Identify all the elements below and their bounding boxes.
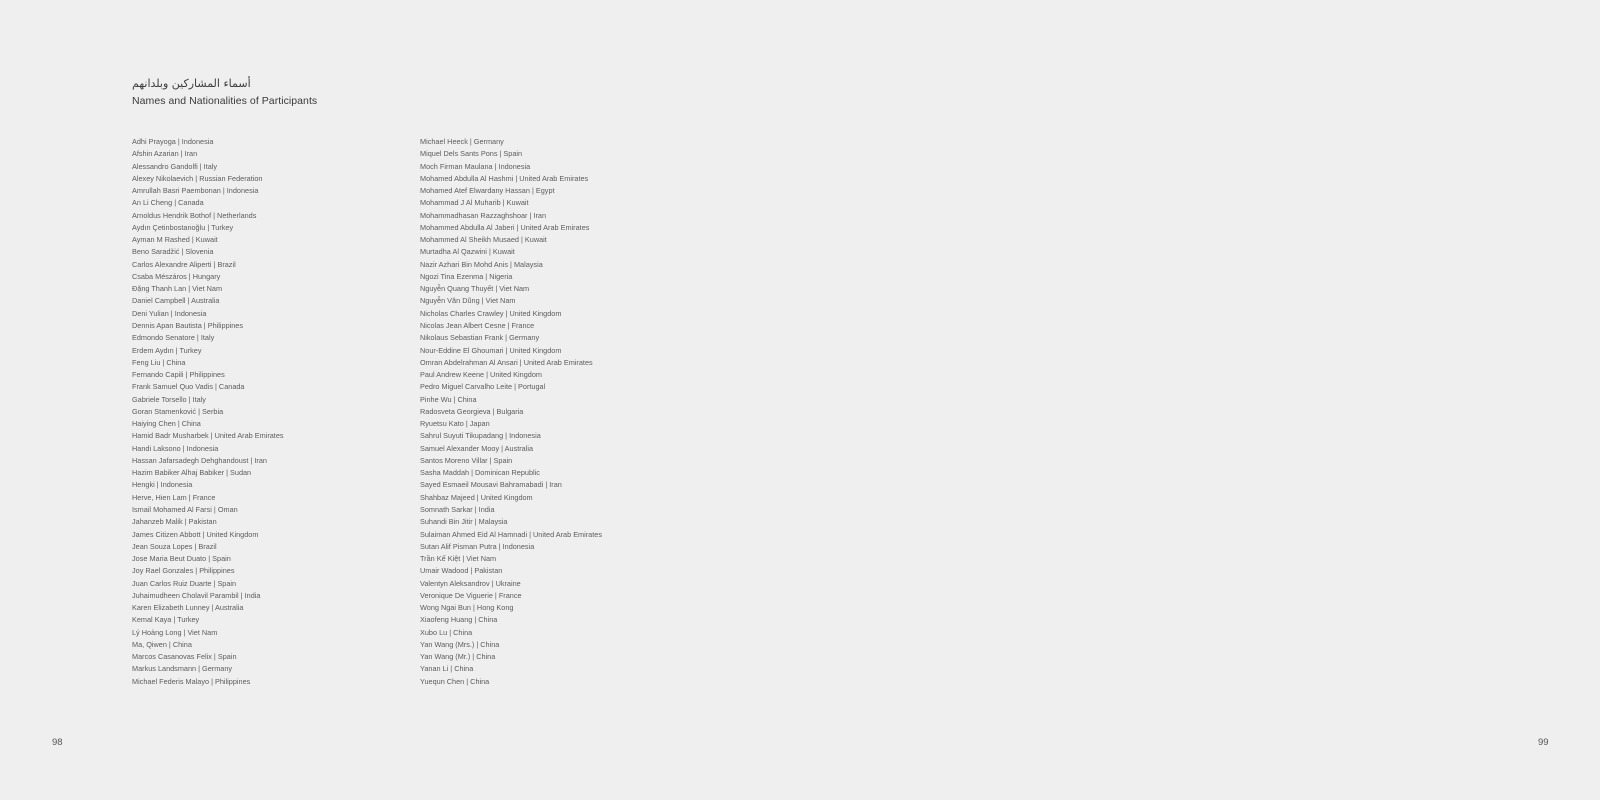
page-title-arabic: أسماء المشاركين وبلدانهم — [132, 77, 251, 90]
participant-entry: Ma, Qiwen | China — [132, 639, 192, 649]
participant-entry: Shahbaz Majeed | United Kingdom — [420, 492, 533, 502]
participant-entry: Aydın Çetinbostanoğlu | Turkey — [132, 222, 234, 232]
participant-entry: Moch Firman Maulana | Indonesia — [420, 161, 531, 171]
participant-entry: Sayed Esmaeil Mousavi Bahramabadi | Iran — [420, 480, 562, 490]
participant-entry: Xiaofeng Huang | China — [420, 615, 498, 625]
participant-entry: Yanan Li | China — [420, 664, 474, 674]
participant-entry: Đặng Thanh Lan | Viet Nam — [132, 284, 223, 294]
participant-entry: Sahrul Suyuti Tikupadang | Indonesia — [420, 431, 541, 441]
participants-list-right — [420, 136, 602, 688]
participants-list-left — [132, 136, 284, 688]
participant-entry: Karen Elizabeth Lunney | Australia — [132, 603, 244, 613]
participant-entry: Nicholas Charles Crawley | United Kingdom — [420, 308, 562, 318]
participant-entry: Daniel Campbell | Australia — [132, 296, 220, 306]
participant-entry: Dennis Apan Bautista | Philippines — [132, 320, 244, 330]
participant-entry: Afshin Azarian | Iran — [132, 149, 198, 159]
page-title: Names and Nationalities of Participants — [132, 95, 318, 107]
participant-entry: James Citizen Abbott | United Kingdom — [132, 529, 259, 539]
participant-entry: Ayman M Rashed | Kuwait — [132, 235, 218, 245]
participant-entry: Ismail Mohamed Al Farsi | Oman — [132, 504, 238, 514]
participant-entry: Pedro Miguel Carvalho Leite | Portugal — [420, 382, 546, 392]
participant-entry: Radosveta Georgieva | Bulgaria — [420, 406, 524, 416]
participant-entry: Hengki | Indonesia — [132, 480, 193, 490]
participant-entry: Gabriele Torsello | Italy — [132, 394, 206, 404]
participant-entry: Csaba Mészáros | Hungary — [132, 271, 221, 281]
participant-entry: Herve, Hien Lam | France — [132, 492, 216, 502]
participant-entry: Yuequn Chen | China — [420, 676, 490, 686]
participant-entry: Hassan Jafarsadegh Dehghandoust | Iran — [132, 455, 267, 465]
participant-entry: Amrullah Basri Paembonan | Indonesia — [132, 186, 259, 196]
participant-entry: Michael Heeck | Germany — [420, 137, 504, 146]
participant-entry: Veronique De Viguerie | France — [420, 590, 522, 600]
participant-entry: Alessandro Gandolfi | Italy — [132, 161, 218, 171]
participant-entry: Yan Wang (Mr.) | China — [420, 652, 496, 662]
participant-entry: Nguyễn Quang Thuyết | Viet Nam — [420, 284, 530, 294]
participant-entry: Mohamed Atef Elwardany Hassan | Egypt — [420, 186, 555, 196]
participant-entry: Omran Abdelrahman Al Ansari | United Arab Emirates — [420, 357, 593, 367]
participant-entry: Trần Kế Kiệt | Viet Nam — [420, 554, 497, 564]
participant-entry: Marcos Casanovas Felix | Spain — [132, 652, 237, 662]
participant-entry: An Li Cheng | Canada — [132, 198, 204, 208]
participant-entry: Jahanzeb Malik | Pakistan — [132, 517, 217, 527]
participant-entry: Lý Hoàng Long | Viet Nam — [132, 627, 218, 637]
participant-entry: Miquel Dels Sants Pons | Spain — [420, 149, 523, 159]
participant-entry: Adhi Prayoga | Indonesia — [132, 137, 214, 146]
participant-entry: Fernando Capili | Philippines — [132, 370, 225, 380]
participant-entry: Joy Rael Gonzales | Philippines — [132, 566, 235, 576]
participant-entry: Yan Wang (Mrs.) | China — [420, 639, 500, 649]
participant-entry: Suhandi Bin Jitir | Malaysia — [420, 517, 508, 527]
participant-entry: Mohammadhasan Razzaghshoar | Iran — [420, 210, 547, 220]
participant-entry: Hazim Babiker Alhaj Babiker | Sudan — [132, 468, 252, 478]
participant-entry: Somnath Sarkar | India — [420, 504, 495, 514]
participant-entry: Paul Andrew Keene | United Kingdom — [420, 370, 542, 380]
participant-entry: Feng Liu | China — [132, 357, 186, 367]
participant-entry: Haiying Chen | China — [132, 419, 201, 429]
participant-entry: Nikolaus Sebastian Frank | Germany — [420, 333, 540, 343]
participant-entry: Juan Carlos Ruiz Duarte | Spain — [132, 578, 237, 588]
participant-entry: Handi Laksono | Indonesia — [132, 443, 219, 453]
participant-entry: Goran Stamenković | Serbia — [132, 406, 224, 416]
participant-entry: Nour-Eddine El Ghoumari | United Kingdom — [420, 345, 562, 355]
participant-entry: Arnoldus Hendrik Bothof | Netherlands — [132, 210, 257, 220]
participant-entry: Umair Wadood | Pakistan — [420, 566, 503, 576]
participant-entry: Sasha Maddah | Dominican Republic — [420, 468, 540, 478]
participant-entry: Sulaiman Ahmed Eid Al Hamnadi | United Arab Emirates — [420, 529, 602, 539]
participant-entry: Ryuetsu Kato | Japan — [420, 419, 490, 429]
participant-entry: Kemal Kaya | Turkey — [132, 615, 200, 625]
participant-entry: Mohamed Abdulla Al Hashmi | United Arab Emirates — [420, 173, 589, 183]
participant-entry: Jose Maria Beut Duato | Spain — [132, 554, 231, 564]
participant-entry: Alexey Nikolaevich | Russian Federation — [132, 173, 263, 183]
participant-entry: Michael Federis Malayo | Philippines — [132, 676, 251, 686]
participant-entry: Frank Samuel Quo Vadis | Canada — [132, 382, 245, 392]
participant-entry: Samuel Alexander Mooy | Australia — [420, 443, 534, 453]
participant-entry: Jean Souza Lopes | Brazil — [132, 541, 217, 551]
participant-entry: Sutan Alif Pisman Putra | Indonesia — [420, 541, 535, 551]
participant-entry: Carlos Alexandre Aliperti | Brazil — [132, 259, 236, 269]
participant-entry: Nicolas Jean Albert Cesne | France — [420, 320, 535, 330]
participant-entry: Mohammed Al Sheikh Musaed | Kuwait — [420, 235, 547, 245]
participant-entry: Markus Landsmann | Germany — [132, 664, 233, 674]
participant-entry: Nguyễn Văn Dũng | Viet Nam — [420, 296, 516, 306]
participant-entry: Santos Moreno Villar | Spain — [420, 455, 513, 465]
participant-entry: Pinhe Wu | China — [420, 394, 477, 404]
page-number-right: 99 — [1538, 737, 1549, 748]
page-number-left: 98 — [52, 737, 63, 748]
participant-entry: Murtadha Al Qazwini | Kuwait — [420, 247, 515, 257]
participant-entry: Valentyn Aleksandrov | Ukraine — [420, 578, 521, 588]
participant-entry: Mohammad J Al Muharib | Kuwait — [420, 198, 529, 208]
participant-entry: Erdem Aydın | Turkey — [132, 345, 202, 355]
participant-entry: Juhaimudheen Cholavil Parambil | India — [132, 590, 261, 600]
participant-entry: Beno Saradžić | Slovenia — [132, 247, 214, 257]
participant-entry: Hamid Badr Musharbek | United Arab Emirates — [132, 431, 284, 441]
participant-entry: Ngozi Tina Ezenma | Nigeria — [420, 271, 513, 281]
participant-entry: Edmondo Senatore | Italy — [132, 333, 215, 343]
participant-entry: Deni Yulian | Indonesia — [132, 308, 207, 318]
participant-entry: Xubo Lu | China — [420, 627, 473, 637]
participant-entry: Wong Ngai Bun | Hong Kong — [420, 603, 514, 613]
participant-entry: Nazir Azhari Bin Mohd Anis | Malaysia — [420, 259, 543, 269]
participant-entry: Mohammed Abdulla Al Jaberi | United Arab Emirates — [420, 222, 590, 232]
